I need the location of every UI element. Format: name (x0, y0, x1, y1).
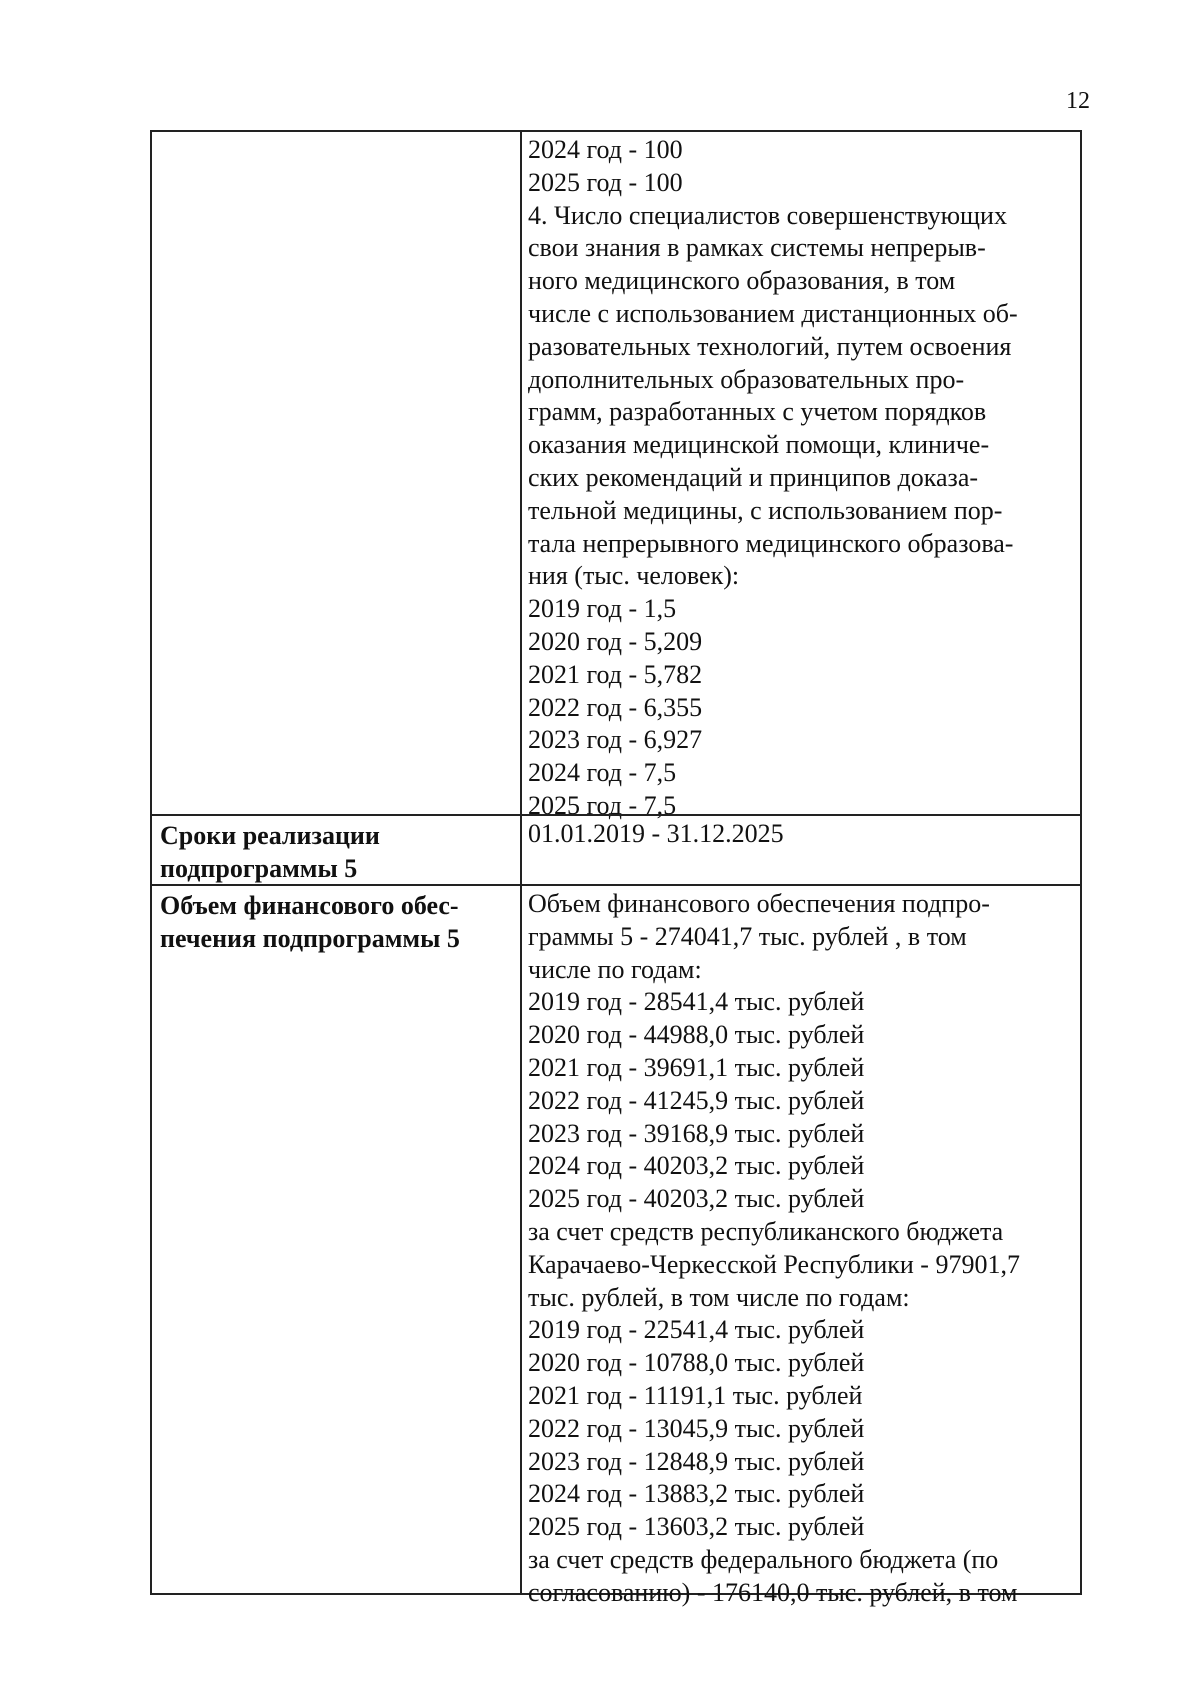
row-3-line: Объем финансового обеспечения подпро- (528, 889, 990, 918)
row-3-line: 2021 год - 11191,1 тыс. рублей (528, 1380, 863, 1410)
row-3-line: 2023 год - 39168,9 тыс. рублей (528, 1118, 865, 1148)
row-3-value-cell (520, 886, 1082, 1607)
row-3-line: 2023 год - 12848,9 тыс. рублей (528, 1446, 865, 1476)
row-2-label-line: подпрограммы 5 (160, 853, 358, 883)
row-1-line: 2024 год - 100 (528, 135, 683, 164)
row-1-line: свои знания в рамках системы непрерыв- (528, 233, 986, 263)
row-1-line: 2022 год - 6,355 (528, 692, 703, 722)
row-1-line: 4. Число специалистов совершенствующих (528, 200, 1007, 230)
table-row-funding (150, 884, 1082, 1607)
row-3-line: 2024 год - 40203,2 тыс. рублей (528, 1151, 865, 1181)
row-1-line: 2024 год - 7,5 (528, 758, 677, 788)
row-1-line: ного медицинского образования, в том (528, 266, 956, 296)
row-1-line: 2021 год - 5,782 (528, 659, 703, 689)
row-1-line: 2025 год - 7,5 (528, 790, 677, 820)
row-3-line: граммы 5 - 274041,7 тыс. рублей , в том (528, 921, 967, 951)
row-3-line: 2022 год - 13045,9 тыс. рублей (528, 1413, 865, 1443)
row-3-line: 2019 год - 28541,4 тыс. рублей (528, 987, 865, 1017)
row-3-line: Карачаево-Черкесской Республики - 97901,7 (528, 1249, 1020, 1279)
row-3-line: 2020 год - 44988,0 тыс. рублей (528, 1020, 865, 1050)
row-1-line: ния (тыс. человек): (528, 561, 740, 591)
row-1-line: разовательных технологий, путем освоения (528, 331, 1012, 361)
row-1-line: 2020 год - 5,209 (528, 626, 703, 656)
row-2-label-line: Сроки реализации (160, 821, 380, 850)
row-1-line: числе с использованием дистанционных об- (528, 298, 1018, 328)
implementation-period: 01.01.2019 - 31.12.2025 (528, 819, 784, 848)
row-3-label-line: Объем финансового обес- (160, 891, 459, 920)
row-3-label-cell (150, 886, 522, 1593)
row-1-line: тельной медицины, с использованием пор- (528, 495, 1003, 525)
row-1-line: тала непрерывного медицинского образова- (528, 528, 1014, 558)
row-1-line: грамм, разработанных с учетом порядков (528, 397, 987, 427)
row-1-line: оказания медицинской помощи, клиниче- (528, 430, 990, 460)
row-2-label-cell (150, 816, 522, 886)
row-1-line: ских рекомендаций и принципов доказа- (528, 462, 979, 492)
row-3-line: согласованию) - 176140,0 тыс. рублей, в том (528, 1577, 1018, 1607)
row-3-line: числе по годам: (528, 954, 702, 984)
row-1-line: 2019 год - 1,5 (528, 594, 677, 624)
row-3-line: 2019 год - 22541,4 тыс. рублей (528, 1315, 865, 1345)
row-3-line: 2025 год - 13603,2 тыс. рублей (528, 1512, 865, 1542)
row-3-line: 2020 год - 10788,0 тыс. рублей (528, 1348, 865, 1378)
row-3-line: за счет средств федерального бюджета (по (528, 1544, 999, 1574)
table-row-timeline (150, 814, 1082, 886)
row-1-line: дополнительных образовательных про- (528, 364, 965, 394)
row-3-line: 2024 год - 13883,2 тыс. рублей (528, 1479, 865, 1509)
row-1-label-cell (150, 132, 522, 816)
row-3-line: 2025 год - 40203,2 тыс. рублей (528, 1184, 865, 1214)
table-row-indicators (150, 130, 1082, 820)
row-3-line: за счет средств республиканского бюджета (528, 1216, 1004, 1246)
row-1-value-cell (520, 132, 1082, 820)
row-1-line: 2023 год - 6,927 (528, 725, 703, 755)
page-number: 12 (1066, 88, 1090, 114)
row-2-value-cell (520, 816, 1082, 886)
row-3-line: 2021 год - 39691,1 тыс. рублей (528, 1052, 865, 1082)
row-3-label-line: печения подпрограммы 5 (160, 923, 460, 953)
row-3-line: 2022 год - 41245,9 тыс. рублей (528, 1085, 865, 1115)
row-1-line: 2025 год - 100 (528, 167, 683, 197)
row-3-line: тыс. рублей, в том числе по годам: (528, 1282, 910, 1312)
